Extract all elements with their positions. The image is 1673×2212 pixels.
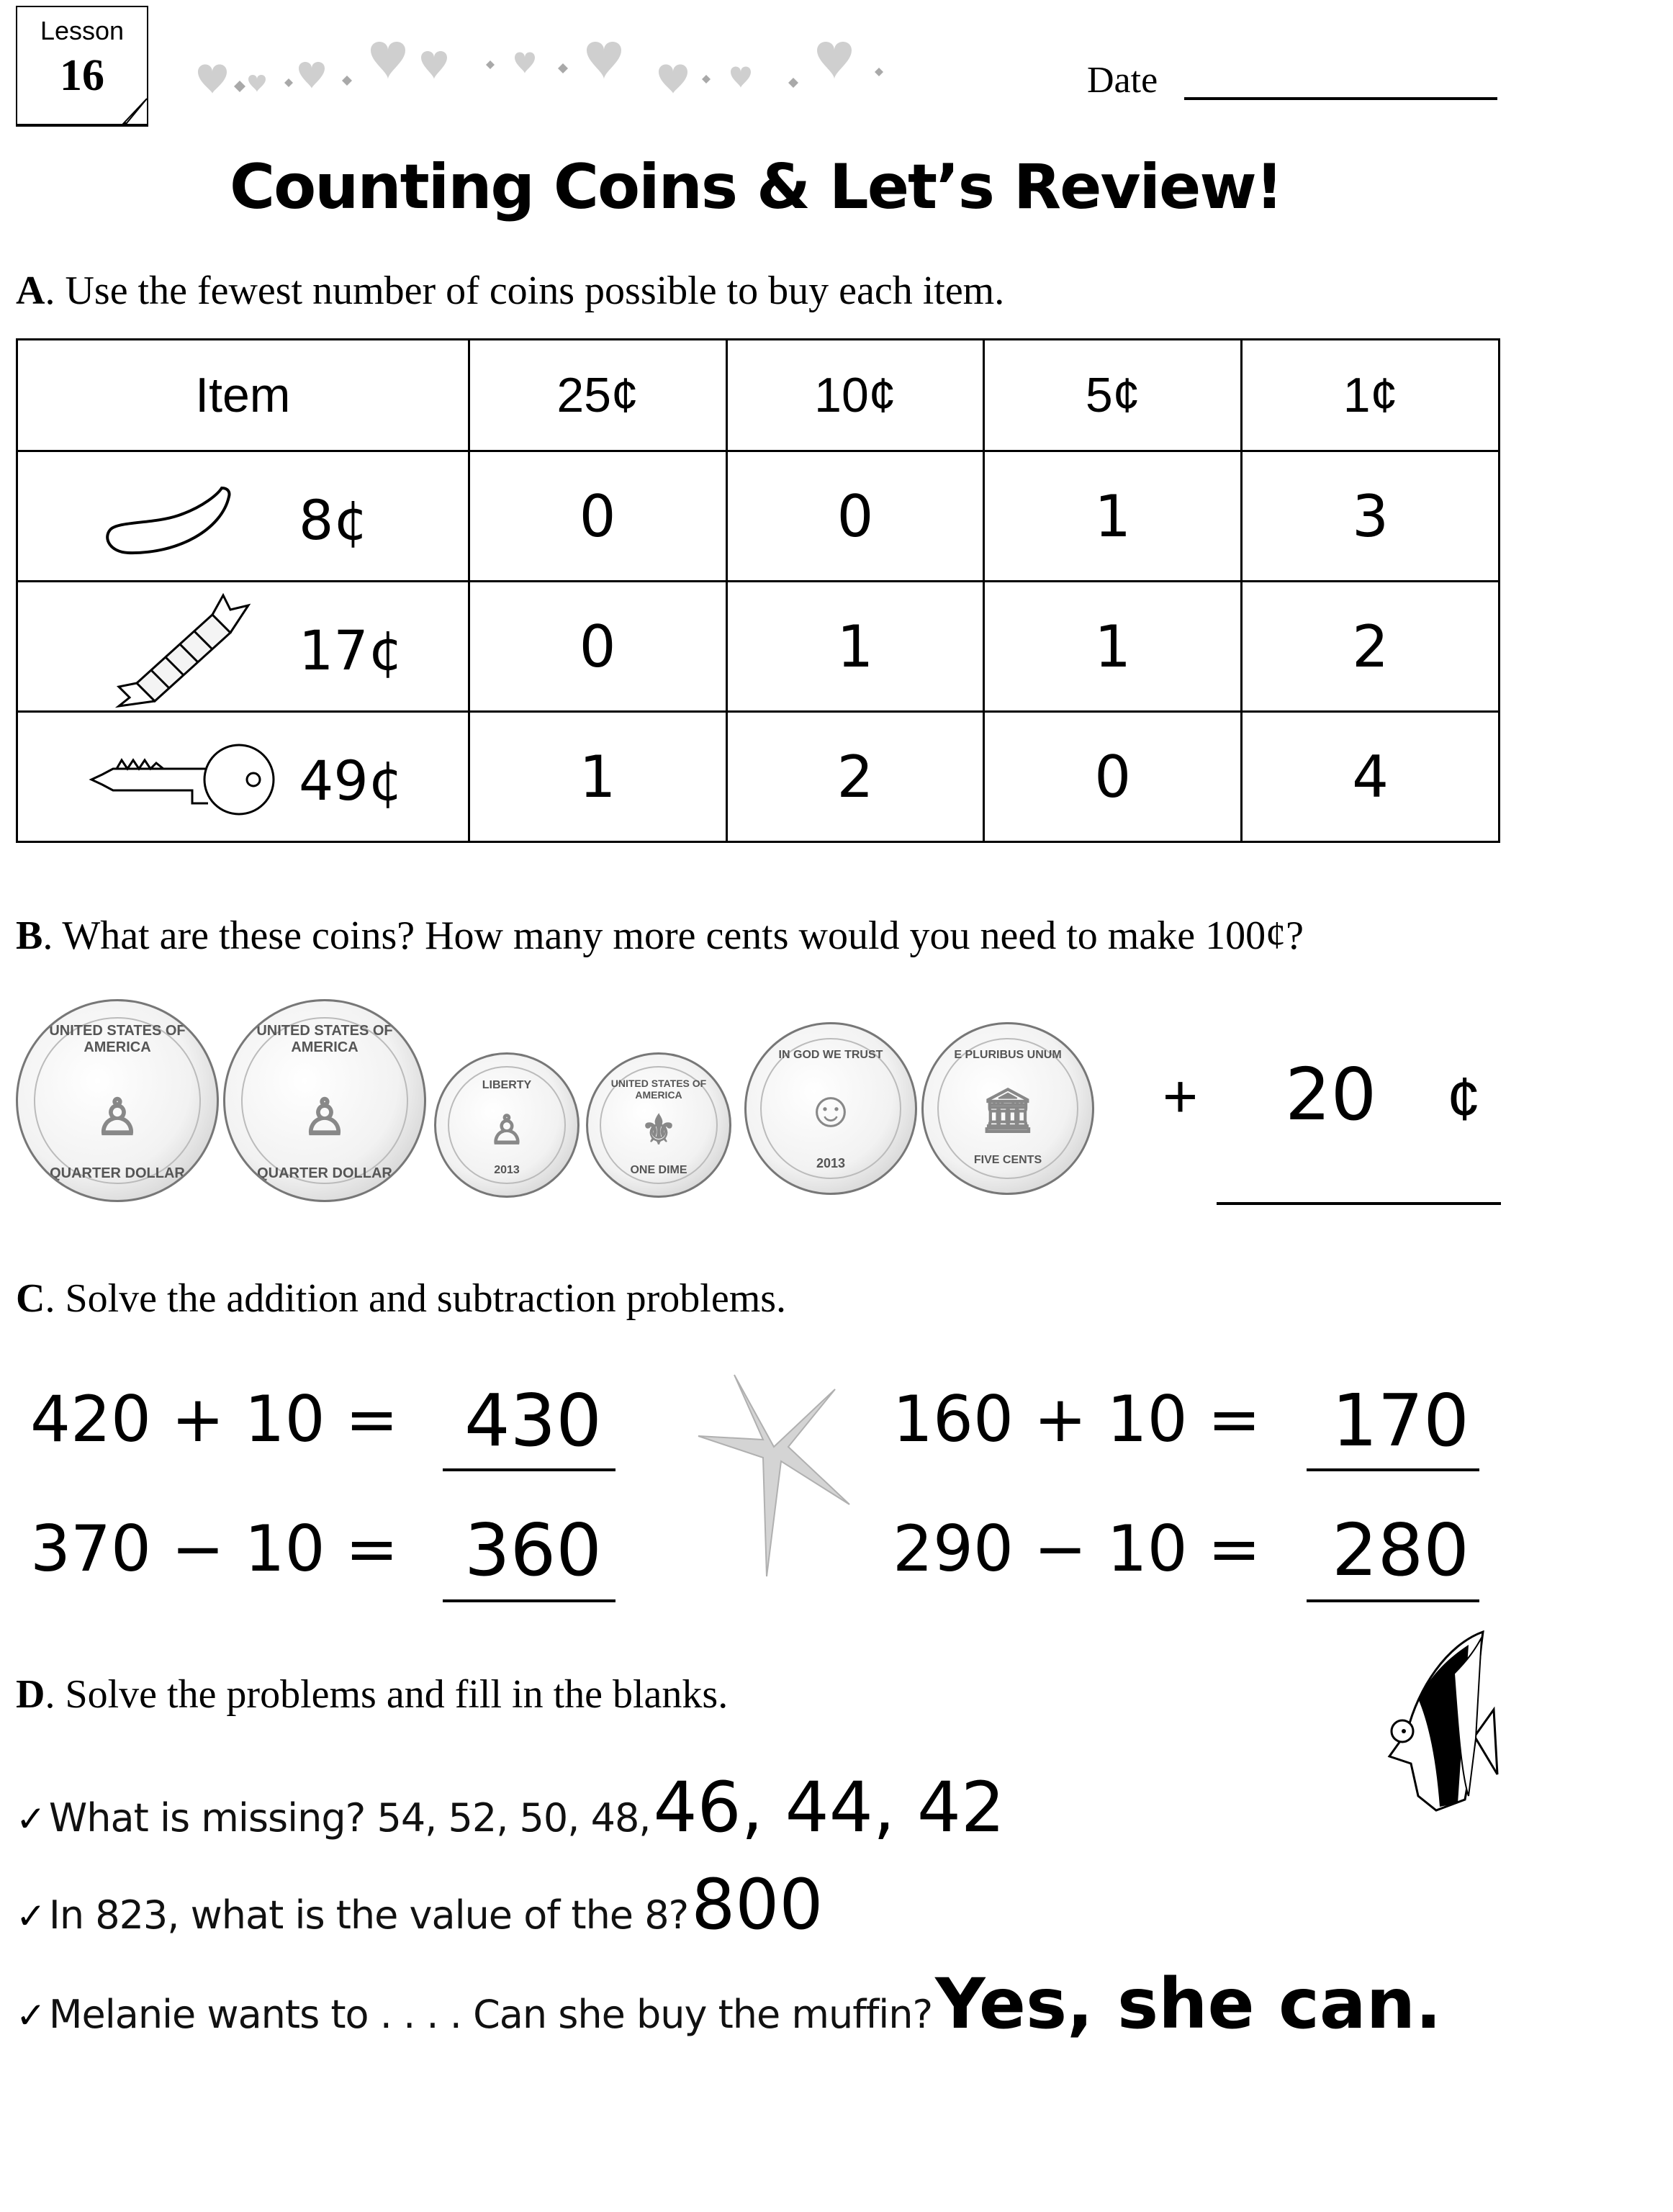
answer-line bbox=[443, 1468, 615, 1471]
problem-answer[interactable]: 430 bbox=[464, 1378, 602, 1463]
column-header-5c: 5¢ bbox=[984, 340, 1242, 451]
dime-count[interactable]: 2 bbox=[726, 712, 984, 842]
problem-answer[interactable]: 280 bbox=[1332, 1508, 1469, 1592]
problem-expression: 160 + 10 = bbox=[893, 1382, 1261, 1456]
penny-count[interactable]: 2 bbox=[1242, 582, 1500, 712]
section-c-heading bbox=[16, 1276, 786, 1322]
section-instruction: . Solve the problems and fill in the blanks. bbox=[45, 1672, 729, 1717]
page-title: Counting Coins & Let’s Review! bbox=[229, 151, 1283, 223]
section-letter: D bbox=[16, 1672, 45, 1717]
fill-in-item bbox=[16, 1864, 823, 1945]
column-header-item: Item bbox=[17, 340, 469, 451]
nickel-count[interactable]: 0 bbox=[984, 712, 1242, 842]
plus-sign: + bbox=[1163, 1062, 1199, 1130]
item-cell bbox=[17, 582, 469, 712]
lesson-label: Lesson bbox=[40, 16, 125, 45]
quarter-count[interactable]: 1 bbox=[469, 712, 726, 842]
nickel-front-coin-image bbox=[744, 1022, 917, 1195]
date-field[interactable] bbox=[1184, 97, 1497, 100]
item-price: 8¢ bbox=[299, 488, 369, 552]
quarter-coin-image bbox=[223, 999, 426, 1202]
washington-profile-icon: ♙ bbox=[302, 1089, 348, 1145]
table-row bbox=[17, 582, 1500, 712]
fill-in-item bbox=[16, 1964, 1442, 2044]
cent-sign: ¢ bbox=[1447, 1065, 1481, 1132]
lesson-tag bbox=[16, 6, 148, 127]
coin-text-top: LIBERTY bbox=[482, 1079, 532, 1091]
page-curl-icon bbox=[122, 97, 148, 126]
date-label: Date bbox=[1087, 60, 1158, 101]
item-price: 49¢ bbox=[299, 749, 404, 813]
coin-text-top: E PLURIBUS UNUM bbox=[954, 1049, 1062, 1061]
answer-line bbox=[1307, 1599, 1479, 1602]
quarter-count[interactable]: 0 bbox=[469, 582, 726, 712]
item-answer[interactable]: 800 bbox=[691, 1864, 824, 1945]
item-prompt: In 823, what is the value of the 8? bbox=[48, 1892, 689, 1938]
column-header-1c: 1¢ bbox=[1242, 340, 1500, 451]
column-header-25c: 25¢ bbox=[469, 340, 726, 451]
section-letter: B bbox=[16, 913, 43, 958]
coin-text-bottom: 2013 bbox=[494, 1164, 520, 1176]
starfish-icon bbox=[691, 1368, 857, 1584]
checkmark-icon: ✓ bbox=[16, 1798, 46, 1840]
problem-expression: 370 − 10 = bbox=[30, 1512, 399, 1586]
item-prompt: What is missing? 54, 52, 50, 48, bbox=[48, 1795, 651, 1841]
jefferson-portrait-icon: ☺ bbox=[805, 1081, 857, 1137]
coin-text-top: UNITED STATES OF AMERICA bbox=[256, 1023, 393, 1055]
section-instruction: . Use the fewest number of coins possible to buy each item. bbox=[45, 268, 1005, 313]
table-row bbox=[17, 451, 1500, 582]
section-letter: C bbox=[16, 1276, 45, 1321]
checkmark-icon: ✓ bbox=[16, 1995, 46, 2036]
fill-in-item bbox=[16, 1767, 1005, 1848]
dime-count[interactable]: 0 bbox=[726, 451, 984, 582]
problem-expression: 420 + 10 = bbox=[30, 1382, 399, 1456]
hearts-border-decoration bbox=[184, 29, 1047, 101]
nickel-back-coin-image bbox=[921, 1022, 1094, 1195]
item-answer[interactable]: Yes, she can. bbox=[935, 1964, 1442, 2044]
answer-line bbox=[443, 1599, 615, 1602]
answer-line bbox=[1307, 1468, 1479, 1471]
item-price: 17¢ bbox=[299, 618, 404, 682]
quarter-count[interactable]: 0 bbox=[469, 451, 726, 582]
problem-answer[interactable]: 170 bbox=[1332, 1378, 1469, 1463]
section-b-heading bbox=[16, 913, 1304, 959]
monticello-icon: 🏛 bbox=[980, 1086, 1036, 1134]
candy-icon bbox=[97, 590, 263, 708]
key-icon bbox=[84, 740, 279, 819]
section-a-heading bbox=[16, 268, 1004, 314]
table-row bbox=[17, 712, 1500, 842]
lesson-number: 16 bbox=[60, 51, 104, 100]
table-header-row bbox=[17, 340, 1500, 451]
item-cell bbox=[17, 451, 469, 582]
banana-icon bbox=[103, 484, 247, 556]
coin-text-bottom: 2013 bbox=[816, 1156, 846, 1170]
section-instruction: . What are these coins? How many more cents would you need to make 100¢? bbox=[42, 913, 1304, 958]
dime-count[interactable]: 1 bbox=[726, 582, 984, 712]
coin-text-top: UNITED STATES OF AMERICA bbox=[610, 1078, 707, 1101]
item-prompt: Melanie wants to . . . . Can she buy the muffin? bbox=[48, 1992, 933, 2037]
checkmark-icon: ✓ bbox=[16, 1895, 46, 1937]
problem-expression: 290 − 10 = bbox=[893, 1512, 1261, 1586]
dime-front-coin-image bbox=[434, 1052, 580, 1198]
dime-back-coin-image bbox=[586, 1052, 731, 1198]
cents-needed-answer[interactable]: 20 bbox=[1285, 1052, 1377, 1137]
torch-icon: ⚜ bbox=[640, 1107, 677, 1152]
quarter-coin-image bbox=[16, 999, 219, 1202]
section-letter: A bbox=[16, 268, 45, 313]
angelfish-icon bbox=[1368, 1630, 1505, 1818]
coin-text-bottom: FIVE CENTS bbox=[973, 1154, 1042, 1166]
coin-table bbox=[16, 338, 1500, 843]
coin-text-top: IN GOD WE TRUST bbox=[778, 1049, 883, 1061]
coin-text-top: UNITED STATES OF AMERICA bbox=[49, 1023, 186, 1055]
nickel-count[interactable]: 1 bbox=[984, 582, 1242, 712]
coin-text-bottom: QUARTER DOLLAR bbox=[50, 1165, 185, 1181]
coin-text-bottom: QUARTER DOLLAR bbox=[257, 1165, 392, 1181]
washington-profile-icon: ♙ bbox=[94, 1089, 140, 1145]
coin-text-bottom: ONE DIME bbox=[630, 1164, 687, 1176]
nickel-count[interactable]: 1 bbox=[984, 451, 1242, 582]
problem-answer[interactable]: 360 bbox=[464, 1508, 602, 1592]
section-d-heading bbox=[16, 1671, 728, 1717]
column-header-10c: 10¢ bbox=[726, 340, 984, 451]
item-cell bbox=[17, 712, 469, 842]
roosevelt-profile-icon: ♙ bbox=[488, 1107, 526, 1152]
penny-count[interactable]: 3 bbox=[1242, 451, 1500, 582]
penny-count[interactable]: 4 bbox=[1242, 712, 1500, 842]
item-answer[interactable]: 46, 44, 42 bbox=[653, 1767, 1005, 1848]
section-instruction: . Solve the addition and subtraction problems. bbox=[45, 1276, 787, 1321]
answer-line bbox=[1217, 1202, 1501, 1205]
